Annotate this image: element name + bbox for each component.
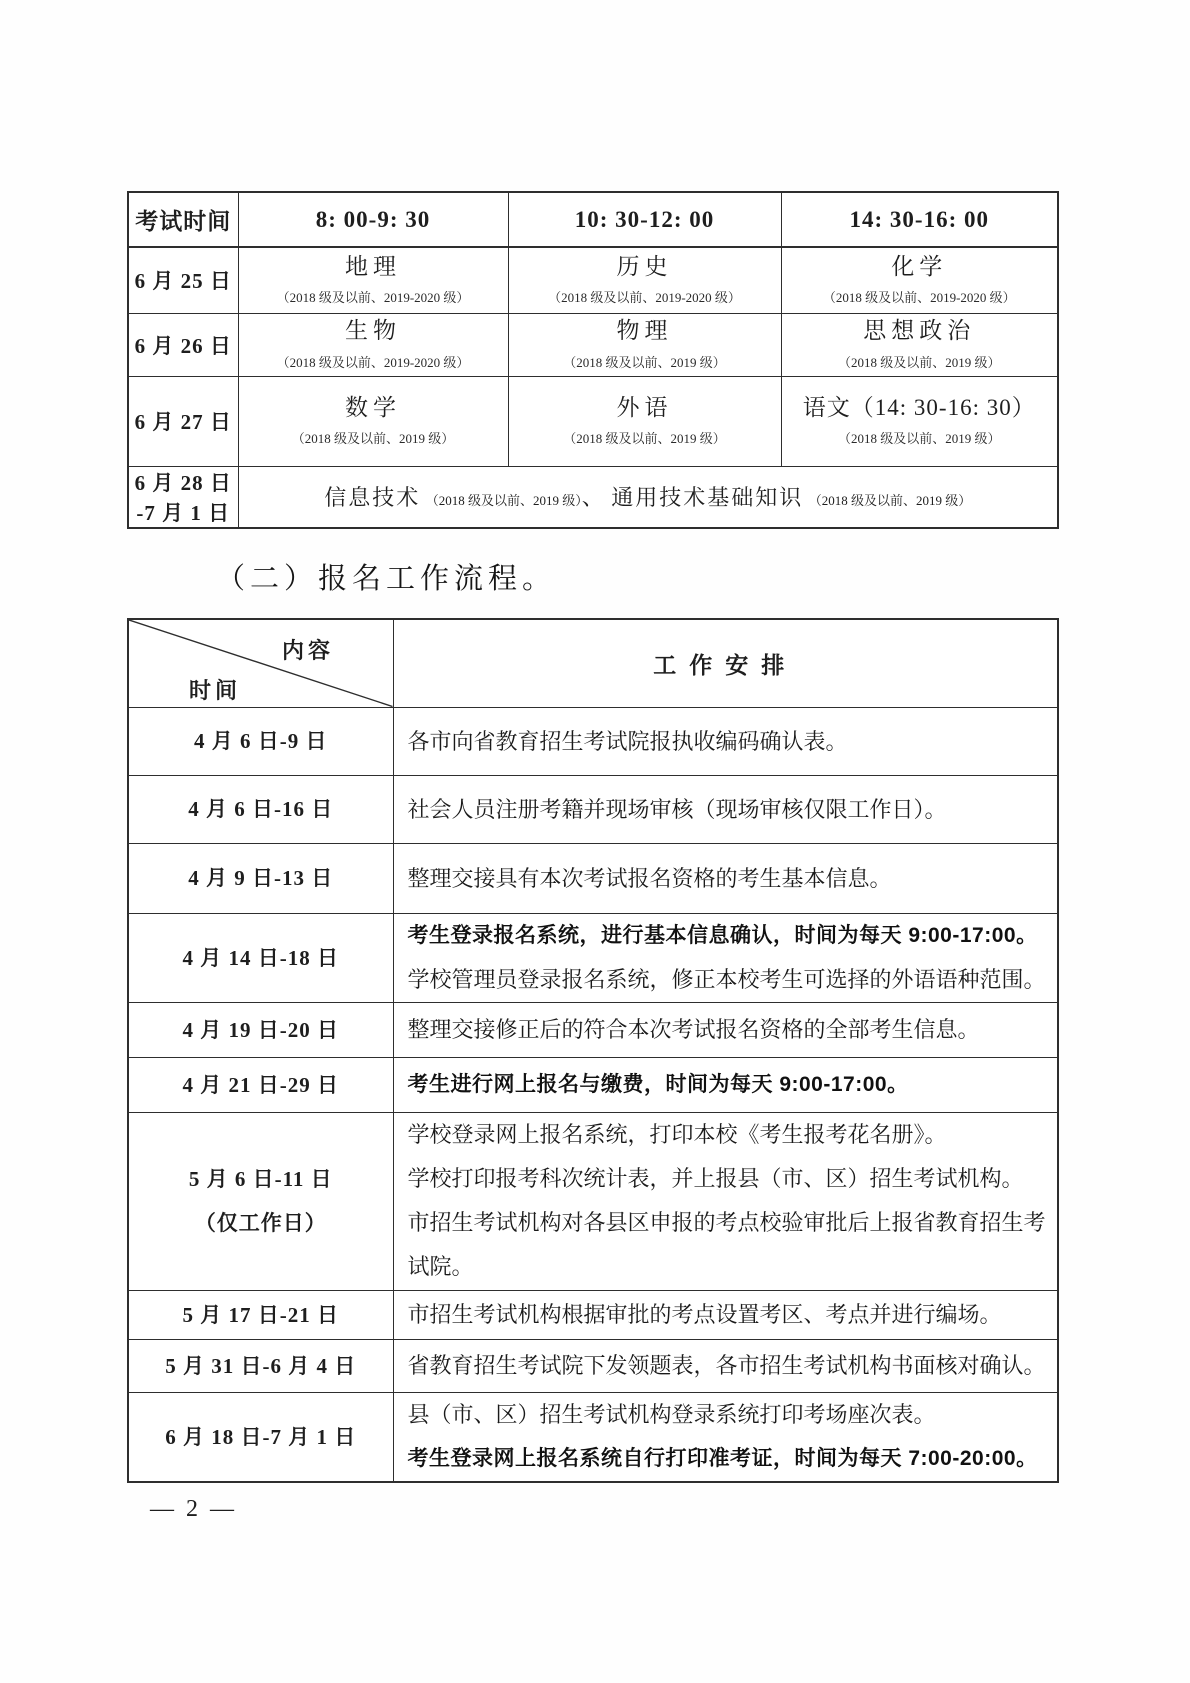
exam-table-header-row bbox=[128, 192, 1058, 247]
workflow-time: 4 月 21 日-29 日 bbox=[128, 1057, 393, 1112]
exam-merged-subjects-cell bbox=[238, 466, 1058, 528]
task-line-bold: 考生登录网上报名系统自行打印准考证，时间为每天 7:00-20:00。 bbox=[407, 1446, 1038, 1470]
exam-header-slot-2: 10: 30-12: 00 bbox=[508, 192, 781, 247]
subject-note: （2018 级及以前、2019-2020 级） bbox=[822, 290, 1016, 306]
corner-time-label: 时间 bbox=[189, 678, 242, 703]
workflow-row bbox=[128, 1002, 1058, 1057]
exam-date-range bbox=[128, 466, 238, 528]
task-line: 学校登录网上报名系统，打印本校《考生报考花名册》。 bbox=[407, 1122, 947, 1147]
workflow-row bbox=[128, 707, 1058, 775]
task-line: 整理交接修正后的符合本次考试报名资格的全部考生信息。 bbox=[407, 1017, 980, 1042]
subject-name: 语文（14: 30-16: 30） bbox=[802, 394, 1036, 420]
exam-date: 6 月 26 日 bbox=[128, 313, 238, 376]
workflow-time-note: （仅工作日） bbox=[194, 1211, 327, 1235]
workflow-row bbox=[128, 1057, 1058, 1112]
workflow-row bbox=[128, 1290, 1058, 1339]
workflow-row bbox=[128, 1339, 1058, 1392]
workflow-time: 4 月 19 日-20 日 bbox=[128, 1002, 393, 1057]
corner-content-label: 内容 bbox=[282, 638, 335, 663]
task-line: 市招生考试机构根据审批的考点设置考区、考点并进行编场。 bbox=[407, 1302, 1002, 1327]
exam-schedule-table bbox=[127, 191, 1059, 529]
exam-header-time-label: 考试时间 bbox=[128, 192, 238, 247]
separator: 、 bbox=[581, 485, 606, 511]
exam-cell bbox=[238, 313, 508, 376]
subject-name: 外语 bbox=[616, 394, 673, 420]
exam-cell bbox=[508, 247, 781, 313]
exam-cell bbox=[238, 247, 508, 313]
subject-note: （2018 级及以前、2019 级） bbox=[563, 354, 726, 370]
workflow-time: 5 月 17 日-21 日 bbox=[128, 1290, 393, 1339]
task-line: 市招生考试机构对各县区申报的考点校验审批后上报省教育招生考试院。 bbox=[407, 1210, 1046, 1279]
exam-date-line2: -7 月 1 日 bbox=[136, 500, 231, 525]
subject-note: （2018 级及以前、2019 级） bbox=[808, 493, 972, 509]
subject-name: 物理 bbox=[616, 318, 673, 344]
workflow-task bbox=[393, 1290, 1058, 1339]
workflow-task bbox=[393, 775, 1058, 843]
exam-cell bbox=[781, 376, 1058, 466]
registration-workflow-table bbox=[127, 618, 1059, 1483]
exam-row-june25 bbox=[128, 247, 1058, 313]
task-line: 社会人员注册考籍并现场审核（现场审核仅限工作日）。 bbox=[407, 796, 947, 822]
exam-cell bbox=[238, 376, 508, 466]
exam-date: 6 月 27 日 bbox=[128, 376, 238, 466]
exam-cell bbox=[508, 313, 781, 376]
page-number: — 2 — bbox=[150, 1496, 237, 1522]
workflow-task bbox=[393, 1057, 1058, 1112]
workflow-time: 5 月 31 日-6 月 4 日 bbox=[128, 1339, 393, 1392]
exam-date: 6 月 25 日 bbox=[128, 247, 238, 313]
diagonal-line bbox=[129, 620, 393, 707]
exam-row-june27 bbox=[128, 376, 1058, 466]
exam-row-june28-july1 bbox=[128, 466, 1058, 528]
subject-note: （2018 级及以前、2019-2020 级） bbox=[276, 290, 470, 306]
workflow-time: 5 月 6 日-11 日 （仅工作日） bbox=[128, 1112, 393, 1290]
task-line-bold: 考生进行网上报名与缴费，时间为每天 9:00-17:00。 bbox=[407, 1072, 909, 1096]
subject-note: （2018 级及以前、2019 级） bbox=[425, 493, 582, 509]
subject-name: 数学 bbox=[345, 394, 401, 420]
exam-header-slot-1: 8: 00-9: 30 bbox=[238, 192, 508, 247]
task-line-bold: 考生登录报名系统，进行基本信息确认，时间为每天 9:00-17:00。 bbox=[407, 923, 1038, 947]
workflow-row bbox=[128, 775, 1058, 843]
workflow-task bbox=[393, 1339, 1058, 1392]
subject-name: 思想政治 bbox=[863, 318, 976, 344]
subject-name: 通用技术基础知识 bbox=[611, 485, 804, 511]
exam-row-june26 bbox=[128, 313, 1058, 376]
subject-note: （2018 级及以前、2019 级） bbox=[837, 354, 1001, 370]
subject-name: 历史 bbox=[616, 254, 673, 280]
workflow-time: 4 月 14 日-18 日 bbox=[128, 913, 393, 1002]
workflow-task bbox=[393, 913, 1058, 1002]
subject-note: （2018 级及以前、2019 级） bbox=[291, 431, 455, 447]
task-line: 整理交接具有本次考试报名资格的考生基本信息。 bbox=[407, 865, 892, 891]
workflow-time: 4 月 6 日-9 日 bbox=[128, 707, 393, 775]
workflow-task bbox=[393, 1002, 1058, 1057]
workflow-row bbox=[128, 1112, 1058, 1290]
exam-cell bbox=[508, 376, 781, 466]
workflow-time: 6 月 18 日-7 月 1 日 bbox=[128, 1392, 393, 1482]
exam-date-line1: 6 月 28 日 bbox=[134, 470, 232, 495]
subject-name: 地理 bbox=[345, 254, 401, 280]
task-line: 省教育招生考试院下发领题表，各市招生考试机构书面核对确认。 bbox=[407, 1353, 1046, 1378]
subject-note: （2018 级及以前、2019-2020 级） bbox=[548, 290, 741, 306]
subject-name: 信息技术 bbox=[324, 485, 421, 511]
subject-name: 化学 bbox=[891, 254, 948, 280]
subject-note: （2018 级及以前、2019-2020 级） bbox=[276, 354, 470, 370]
workflow-time: 4 月 9 日-13 日 bbox=[128, 843, 393, 913]
workflow-task bbox=[393, 1392, 1058, 1482]
exam-cell bbox=[781, 247, 1058, 313]
subject-name: 生物 bbox=[345, 318, 401, 344]
workflow-time: 4 月 6 日-16 日 bbox=[128, 775, 393, 843]
task-line: 各市向省教育招生考试院报执收编码确认表。 bbox=[407, 728, 848, 754]
workflow-header-row bbox=[128, 619, 1058, 707]
workflow-task bbox=[393, 843, 1058, 913]
workflow-task bbox=[393, 1112, 1058, 1290]
task-line: 县（市、区）招生考试机构登录系统打印考场座次表。 bbox=[407, 1401, 936, 1427]
subject-note: （2018 级及以前、2019 级） bbox=[837, 431, 1001, 447]
task-line: 学校打印报考科次统计表，并上报县（市、区）招生考试机构。 bbox=[407, 1166, 1024, 1191]
diagonal-corner-cell bbox=[128, 619, 393, 707]
workflow-row bbox=[128, 843, 1058, 913]
subject-note: （2018 级及以前、2019 级） bbox=[563, 431, 726, 447]
section-heading: （二）报名工作流程。 bbox=[216, 563, 557, 595]
exam-cell bbox=[781, 313, 1058, 376]
task-line: 学校管理员登录报名系统，修正本校考生可选择的外语语种范围。 bbox=[407, 966, 1046, 992]
workflow-row bbox=[128, 913, 1058, 1002]
work-arrangement-header: 工作安排 bbox=[393, 619, 1058, 707]
workflow-row bbox=[128, 1392, 1058, 1482]
workflow-task bbox=[393, 707, 1058, 775]
exam-header-slot-3: 14: 30-16: 00 bbox=[781, 192, 1058, 247]
